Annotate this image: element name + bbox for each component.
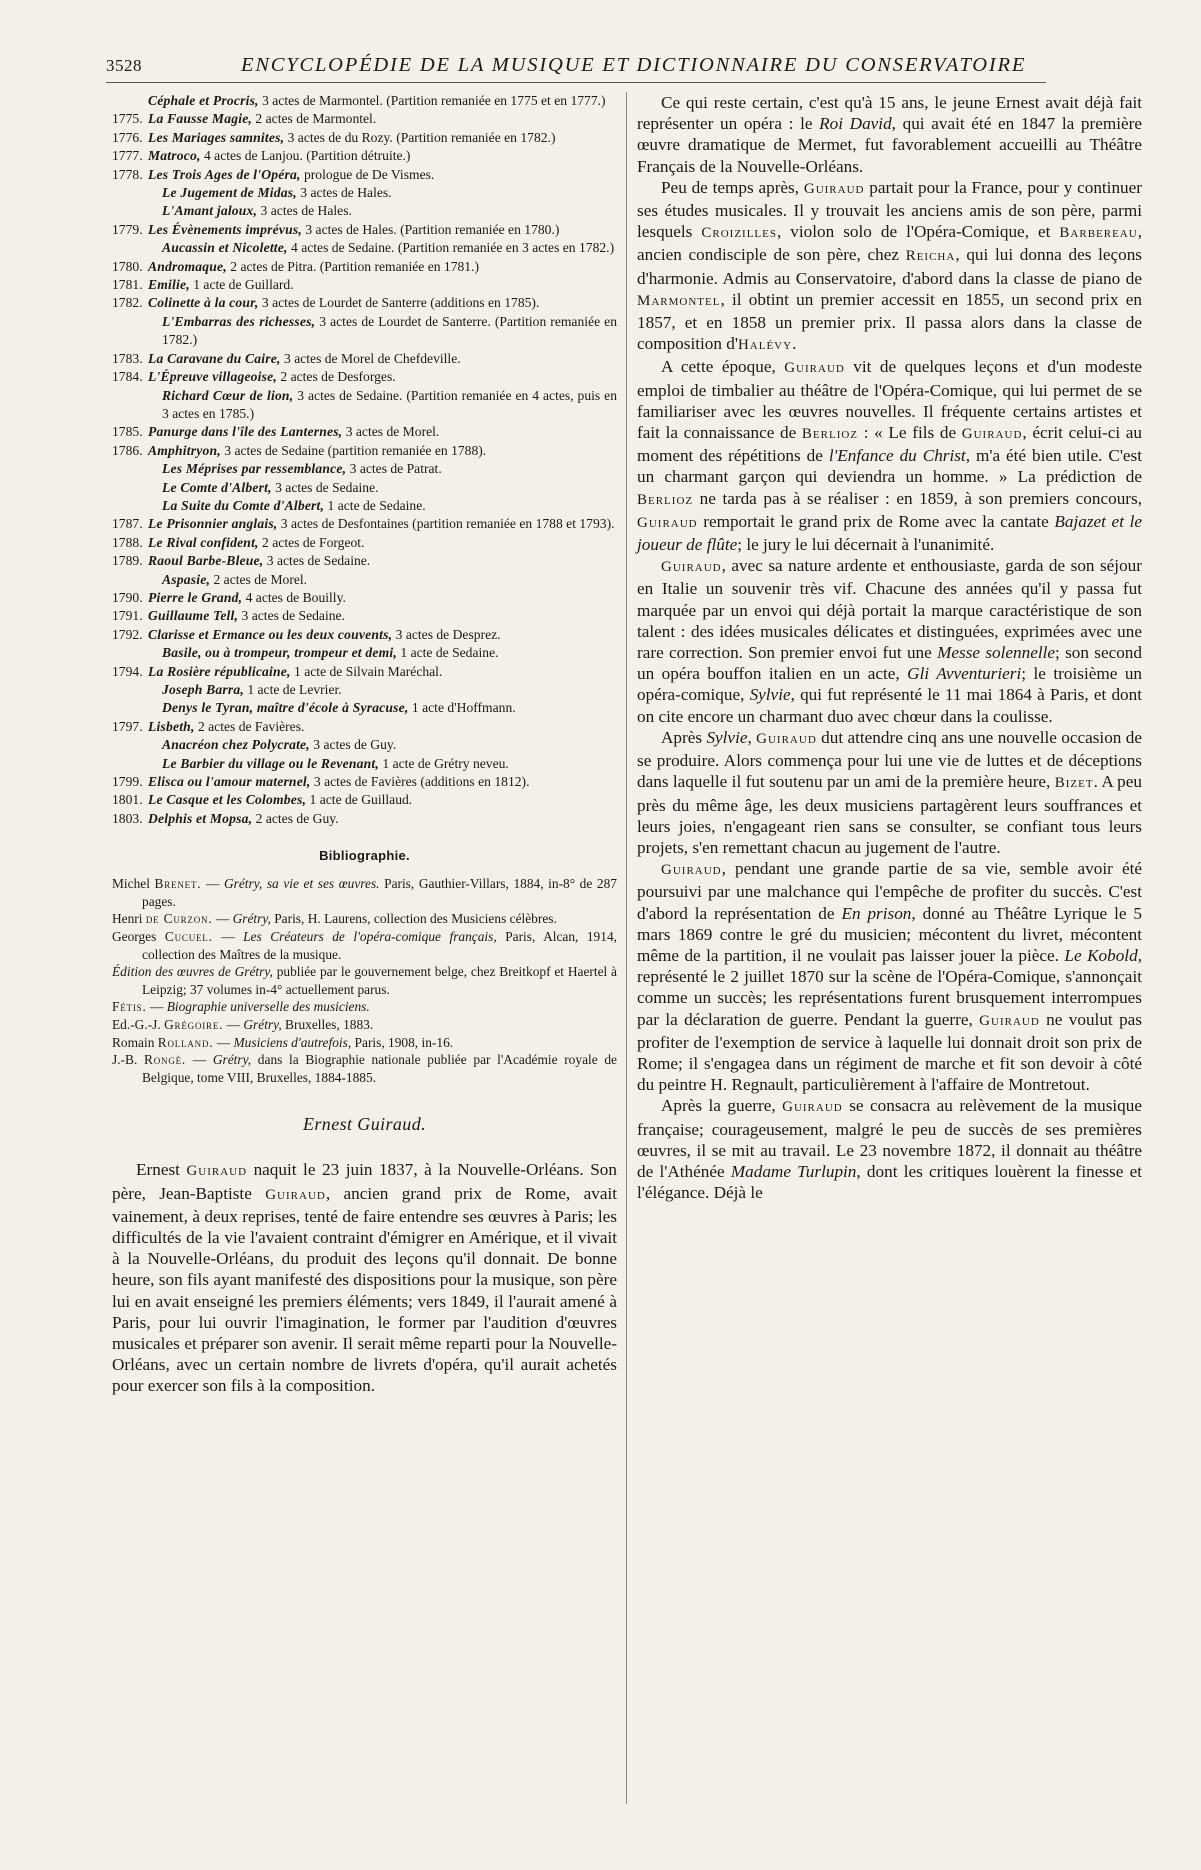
author-first: Henri [112,911,146,927]
right-column [637,92,1142,1203]
work-details: 1 acte de Guillard. [189,277,294,293]
work-details: 3 actes de Desfontaines (partition remaniée en 1788 et 1793). [277,516,615,532]
work-title: l'Enfance du Christ [828,446,966,466]
publication-info: Bruxelles, 1883. [281,1017,374,1032]
work-title: Grétry, [212,1052,252,1068]
person-name: Guiraud [186,1163,248,1180]
work-entry [112,699,617,717]
work-entry [112,589,617,607]
article-right-text [637,92,1142,1203]
article-paragraph: Après Sylvie, Guiraud dut attendre cinq ans une nouvelle occasion de se produire. Alors commença pour lui une vie de luttes et de déceptions dans laquelle il fut soutenu par un ami de la première heure, Bizet. A peu près du même âge, les deux musiciens partagèrent leurs souffrances et leurs joies, n'engageant rien sans se consulter, se confiant tous leurs projets, s'en remettant chacun au jugement de l'autre. [637,727,1142,857]
work-title: Joseph Barra, [162,682,244,697]
work-title: Lisbeth, [148,718,195,734]
work-year [112,92,148,110]
work-entry [112,276,617,294]
bibliography-item [112,875,617,910]
person-name: Berlioz [637,491,694,508]
work-details: 3 actes de Sedaine. [238,608,345,624]
work-title: Elisca ou l'amour maternel, [148,774,311,790]
article-paragraph: Ce qui reste certain, c'est qu'à 15 ans, le jeune Ernest avait déjà fait représenter un opéra : le Roi David, qui avait été en 1847 la première œuvre dramatique de Mermet, fut favorablement accueilli au Théâtre Français de la Nouvelle-Orléans. [637,93,1142,176]
work-title: Musiciens d'autrefois, [233,1034,352,1050]
person-name: Guiraud [803,180,865,197]
column-divider [626,92,627,1804]
work-entry [112,810,617,828]
work-entry [112,110,617,128]
work-year: 1775. [112,111,143,127]
work-details: 3 actes de Sedaine. (Partition remaniée en 4 actes, puis en 3 actes en 1785.) [162,387,617,421]
publication-info: Paris, Gauthier-Villars, 1884, in-8° de 287 pages. [142,876,617,909]
work-entry [112,92,617,110]
work-body [148,202,617,220]
work-body [148,736,617,754]
work-body [148,460,617,478]
work-details: 2 actes de Marmontel. [252,111,377,127]
work-entry [112,387,617,424]
bibliography-list [112,875,617,1086]
work-details: 1 acte de Silvain Maréchal. [290,663,443,679]
work-title: Grétry, sa vie et ses œuvres. [223,876,380,892]
work-entry [112,368,617,386]
work-body [148,239,617,257]
work-body [148,368,617,386]
work-title: Céphale et Procris, [148,93,259,108]
work-title: Pierre le Grand, [148,589,243,605]
work-title: La Suite du Comte d'Albert, [162,497,325,513]
work-title: Le Kobold [1064,945,1138,965]
work-year [112,644,148,662]
work-title: Sylvie [749,685,791,705]
work-body [148,442,617,460]
work-body [148,276,617,294]
work-details: 2 actes de Pitra. (Partition remaniée en 1781.) [226,258,480,274]
work-details: 2 actes de Forgeot. [258,534,365,550]
work-title: Le Rival confident, [148,534,259,550]
article-paragraph: A cette époque, Guiraud vit de quelques leçons et d'un modeste emploi de timbalier au théâtre de l'Opéra-Comique, qui lui permet de se familiariser avec les œuvres nouvelles. Il fréquente certains artistes et fait la connaissance de Berlioz : « Le fils de Guiraud, écrit celui-ci au moment des répétitions de l'Enfance du Christ, m'a été bien utile. C'est un charmant garçon qui deviendra un homme. » La prédiction de Berlioz ne tarda pas à se réaliser : en 1859, à son premiers concours, Guiraud remportait le grand prix de Rome avec la cantate Bajazet et le joueur de flûte; le jury le lui décernait à l'unanimité. [637,357,1143,555]
work-body [148,607,617,625]
author-name: Grégoire. [164,1017,224,1032]
bibliography-item [112,963,617,998]
work-body [148,387,617,424]
work-entry [112,773,617,791]
work-year: 1779. [112,221,143,237]
work-body [148,699,617,717]
work-title: Grétry, [243,1017,282,1032]
work-entry [112,571,617,589]
work-year: 1781. [112,277,143,293]
author-first: Romain [112,1034,158,1050]
work-year: 1786. [112,442,143,458]
work-title: Édition des œuvres de Grétry, [112,964,273,980]
person-name: Bizet [1054,775,1094,792]
work-body [148,663,617,681]
work-entry [112,681,617,699]
work-body [148,147,617,165]
work-details: 2 actes de Guy. [252,810,339,826]
work-title: Aspasie, [162,571,211,587]
work-title: Les Créateurs de l'opéra-comique français, [243,929,497,945]
work-year [112,571,148,589]
work-title: Matroco, [148,148,201,164]
work-details: 3 actes de Sedaine (partition remaniée en 1788). [220,442,487,458]
person-name: Reicha [905,248,956,265]
article-paragraph: Après la guerre, Guiraud se consacra au relèvement de la musique française; courageusement, malgré le peu de succès de ses premières œuvres, il se mit au travail. Le 23 novembre 1872, il donnait au théâtre de l'Athénée Madame Turlupin, dont les critiques louèrent la finesse et l'élégance. Déjà le [637,1096,1142,1203]
work-title: Les Trois Ages de l'Opéra, [148,166,301,182]
person-name: Berlioz [801,426,859,443]
work-entry [112,515,617,533]
person-name: Guiraud [961,426,1023,443]
work-year: 1794. [112,663,143,679]
work-title: Raoul Barbe-Bleue, [148,553,264,569]
work-title: Bajazet et le joueur de flûte [637,511,1142,555]
work-entry [112,607,617,625]
work-year [112,239,148,257]
author-name: Brenet. [154,876,202,892]
work-year [112,202,148,220]
article-paragraph: Guiraud, avec sa nature ardente et enthousiaste, garda de son séjour en Italie un souvenir très vif. Chacune des années qu'il y passa fut marquée par un envoi qui déjà portait la marque caractéristique de son talent : des idées musicales délicates et distinguées, exprimées avec une rare correction. Son premier envoi fut une Messe solennelle; son second un opéra bouffon italien en un acte, Gli Avventurieri; le troisième un opéra-comique, Sylvie, qui fut représenté le 11 mai 1864 à Paris, et dont on cite encore un charmant duo avec chœur dans la coulisse. [637,556,1143,726]
work-details: 3 actes de Hales. (Partition remaniée en 1780.) [301,221,560,237]
article-left-text [112,1159,617,1396]
work-body [148,755,617,773]
running-title: ENCYCLOPÉDIE DE LA MUSIQUE ET DICTIONNAIRE DU CONSERVATOIRE [241,54,1027,76]
work-title: L'Embarras des richesses, [162,313,316,329]
work-title: Clarisse et Ermance ou les deux couvents, [148,626,393,642]
work-year: 1801. [112,792,143,808]
person-name: Guiraud [756,730,817,747]
work-details: 3 actes de Lourdet de Santerre (additions en 1785). [258,295,540,311]
separator: — [213,1034,234,1050]
person-name: Guiraud [265,1186,326,1203]
person-name: Guiraud [661,559,722,576]
work-title: Le Barbier du village ou le Revenant, [162,755,379,771]
work-details: 4 actes de Sedaine. (Partition remaniée en 3 actes en 1782.) [287,240,615,256]
person-name: Guiraud [784,360,845,377]
work-body [148,129,617,147]
work-year: 1788. [112,534,143,550]
author-name: de Curzon. [145,911,213,927]
work-year: 1784. [112,369,143,385]
work-entry [112,534,617,552]
header-rule [106,82,1046,83]
work-body [148,423,617,441]
work-entry [112,239,617,257]
work-entry [112,221,617,239]
work-year: 1803. [112,810,143,826]
article-paragraph: Peu de temps après, Guiraud partait pour la France, pour y continuer ses études musicales. Il y trouvait les anciens amis de son père, parmi lesquels Croizilles, violon solo de l'Opéra-Comique, et Barbereau, ancien condisciple de son père, chez Reicha, qui lui donna des leçons d'harmonie. Admis au Conservatoire, d'abord dans la classe de piano de Marmontel, il obtint un premier accessit en 1855, un second prix en 1857, et en 1858 un premier prix. Il passa alors dans la classe de composition d'Halévy. [637,177,1142,354]
work-body [148,184,617,202]
work-details: 4 actes de Bouilly. [242,589,346,605]
person-name: Guiraud [661,862,722,879]
work-entry [112,294,617,312]
article-paragraph: Guiraud, pendant une grande partie de sa vie, semble avoir été poursuivi par une malchance qui l'empêche de profiter du succès. C'est d'abord la représentation de En prison, donné au Théâtre Lyrique le 5 mars 1869 contre le gré du musicien; mécontent du livret, mécontent même de la partition, il ne voulait pas laisser jouer la pièce. Le Kobold, représenté le 2 juillet 1870 sur la scène de l'Opéra-Comique, s'annonçait comme un succès; les représentations furent brusquement interrompues par la déclaration de guerre. Pendant la guerre, Guiraud ne voulut pas profiter de l'exemption de service à laquelle lui donnait droit son prix de Rome; il s'engagea dans un régiment de marche et fit son devoir à côté du peintre H. Regnault, particulièrement à l'affaire de Montretout. [637,859,1142,1095]
work-title: Le Casque et les Colombes, [148,792,307,808]
article-title: Ernest Guiraud. [303,1114,426,1135]
work-year [112,681,148,699]
work-entry [112,552,617,570]
work-title: Biographie universelle des musiciens. [166,999,370,1015]
work-title: Le Prisonnier anglais, [148,516,278,532]
page-header [106,56,1050,82]
work-body [148,589,617,607]
work-title: Grétry, [232,911,271,927]
person-name: Croizilles [701,225,777,242]
separator: — [223,1017,244,1032]
work-title: La Caravane du Caire, [148,350,281,366]
work-entry [112,442,617,460]
work-year: 1778. [112,166,143,182]
work-body [148,258,617,276]
work-year [112,479,148,497]
bibliography-item [112,928,617,963]
work-details: 2 actes de Favières. [194,718,305,734]
work-title: Amphitryon, [148,442,221,458]
work-title: L'Amant jaloux, [162,203,258,219]
work-title: Colinette à la cour, [148,295,259,311]
work-title: Panurge dans l'île des Lanternes, [148,424,343,440]
work-details: 3 actes de Favières (additions en 1812). [310,774,530,790]
work-body [148,681,617,699]
work-title: Sylvie [706,727,748,747]
work-entry [112,791,617,809]
work-details: 1 acte de Grétry neveu. [378,755,509,771]
work-body [148,479,617,497]
publication-info: Paris, H. Laurens, collection des Musiciens célèbres. [270,911,557,927]
work-body [148,92,617,110]
article-paragraph: Ernest Guiraud naquit le 23 juin 1837, à la Nouvelle-Orléans. Son père, Jean-Baptiste Guiraud, ancien grand prix de Rome, avait vainement, à deux reprises, tenté de faire entendre ses œuvres à Paris; les difficultés de la vie l'avaient contraint d'émigrer en Amérique, et il vivait à la Nouvelle-Orléans, du produit des leçons qu'il donnait. De bonne heure, son fils ayant manifesté des dispositions pour la musique, son père lui en avait enseigné les premiers éléments; vers 1849, il l'aurait amené à Paris, pour lui ouvrir l'imagination, le former par l'audition d'œuvres musicales et préparer son avenir. Il serait même reparti pour la Nouvelle-Orléans, avec un certain nombre de livrets d'opéra, qu'il aurait achetés pour exercer son fils à la composition. [112,1160,617,1396]
work-details: 3 actes de Sedaine. [263,553,371,569]
work-year: 1780. [112,258,143,274]
work-entry [112,166,617,184]
work-entry [112,350,617,368]
work-details: 4 actes de Lanjou. (Partition détruite.) [200,148,411,164]
author-name: Rolland. [157,1034,214,1050]
separator: — [212,911,233,927]
work-year [112,736,148,754]
work-year [112,313,148,350]
bibliography-item [112,1034,617,1052]
work-title: Roi David [819,114,892,134]
separator: — [201,876,224,892]
work-details: 3 actes de Morel. [342,424,440,440]
work-body [148,497,617,515]
work-entry [112,313,617,350]
work-details: 1 acte d'Hoffmann. [408,700,516,716]
work-year: 1782. [112,295,143,311]
work-title: Emilie, [148,277,190,293]
work-year: 1792. [112,626,143,642]
work-entry [112,147,617,165]
author-first: J.-B. [112,1052,144,1068]
work-title: Richard Cœur de lion, [162,387,294,403]
work-entry [112,644,617,662]
work-title: La Fausse Magie, [148,111,253,127]
work-year: 1791. [112,608,143,624]
separator: — [212,929,244,945]
work-title: Guillaume Tell, [148,608,239,624]
publication-info: dans la Biographie nationale publiée par l'Académie royale de Belgique, tome VIII, Bruxelles, 1884-1885. [142,1052,617,1085]
work-body [148,110,617,128]
author-first: Michel [112,876,155,892]
work-year: 1799. [112,774,143,790]
work-details: 3 actes de Desprez. [392,626,501,642]
person-name: Marmontel [637,292,721,309]
work-details: 3 actes de Guy. [309,737,397,753]
work-year: 1776. [112,129,143,145]
work-details: prologue de De Vismes. [300,166,435,182]
work-entry [112,129,617,147]
publication-info: publiée par le gouvernement belge, chez Breitkopf et Haertel à Leipzig; 37 volumes in-4° actuellement parus. [142,964,617,997]
work-title: Les Évènements imprévus, [148,221,302,237]
work-title: Les Méprises par ressemblance, [162,461,347,477]
work-entry [112,736,617,754]
work-year: 1790. [112,589,143,605]
person-name: Barbereau [1059,225,1138,242]
work-entry [112,202,617,220]
work-title: Messe solennelle [937,643,1055,663]
work-body [148,810,617,828]
work-details: 3 actes de du Rozy. (Partition remaniée en 1782.) [284,129,556,145]
work-title: L'Épreuve villageoise, [148,369,277,385]
work-details: 3 actes de Patrat. [346,461,442,477]
work-title: Basile, ou à trompeur, trompeur et demi, [162,645,397,661]
work-body [148,718,617,736]
work-title: Aucassin et Nicolette, [162,240,288,256]
work-year: 1787. [112,516,143,532]
work-body [148,515,617,533]
work-details: 3 actes de Marmontel. (Partition remaniée en 1775 et en 1777.) [258,93,606,108]
work-year [112,699,148,717]
work-details: 2 actes de Desforges. [276,369,396,385]
page-number: 3528 [106,56,142,75]
work-details: 2 actes de Morel. [210,571,308,587]
author-name: Cucuel. [164,929,213,945]
work-title: Madame Turlupin [730,1161,857,1181]
work-body [148,350,617,368]
publication-info: Paris, Alcan, 1914, collection des Maîtres de la musique. [142,929,617,962]
work-entry [112,718,617,736]
work-body [148,313,617,350]
work-year [112,497,148,515]
work-year: 1797. [112,718,143,734]
work-year: 1783. [112,350,143,366]
work-body [148,773,617,791]
work-entry [112,479,617,497]
work-body [148,294,617,312]
publication-info: Paris, 1908, in-16. [351,1034,454,1050]
work-details: 1 acte de Guillaud. [306,792,413,808]
work-year [112,460,148,478]
work-details: 1 acte de Sedaine. [396,645,499,661]
person-name: Guiraud [782,1099,843,1116]
separator: — [146,999,167,1015]
work-entry [112,258,617,276]
author-name: Rongé. [143,1052,187,1068]
work-body [148,552,617,570]
work-entry [112,626,617,644]
work-details: 3 actes de Hales. [296,185,392,201]
work-body [148,221,617,239]
bibliography-item [112,1051,617,1086]
person-name: Halévy [737,337,793,354]
work-details: 3 actes de Hales. [257,203,352,219]
work-year [112,184,148,202]
author-name: Fétis. [112,999,147,1015]
work-details: 3 actes de Lourdet de Santerre. (Partition remaniée en 1782.) [162,313,617,348]
work-body [148,644,617,662]
work-year: 1785. [112,424,143,440]
work-title: Andromaque, [148,258,227,274]
work-title: Les Mariages samnites, [148,129,285,145]
works-list [112,92,617,828]
work-title: La Rosière républicaine, [148,663,291,679]
work-body [148,571,617,589]
work-entry [112,663,617,681]
work-details: 1 acte de Sedaine. [324,497,426,513]
work-body [148,626,617,644]
work-title: Delphis et Mopsa, [148,810,253,826]
work-year: 1777. [112,148,143,164]
bibliography-heading: Bibliographie. [319,848,410,864]
work-entry [112,460,617,478]
separator: — [186,1052,213,1068]
work-details: 3 actes de Sedaine. [271,479,379,495]
work-body [148,791,617,809]
person-name: Guiraud [637,514,698,531]
person-name: Guiraud [979,1012,1040,1029]
bibliography-item [112,998,617,1016]
author-first: Georges [112,929,165,945]
work-year: 1789. [112,553,143,569]
work-title: Le Comte d'Albert, [162,479,272,495]
work-title: Denys le Tyran, maître d'école à Syracuse, [162,700,409,716]
bibliography-item [112,1016,617,1034]
work-title: Gli Avventurieri [907,664,1022,684]
work-entry [112,184,617,202]
work-title: Le Jugement de Midas, [162,185,297,201]
work-details: 1 acte de Levrier. [243,682,342,697]
work-details: 3 actes de Morel de Chefdeville. [280,350,461,366]
work-year [112,755,148,773]
work-title: En prison [841,903,912,923]
work-body [148,534,617,552]
work-entry [112,755,617,773]
author-first: Ed.-G.-J. [112,1017,165,1032]
work-year [112,387,148,424]
left-column [112,92,617,1397]
bibliography-item [112,910,617,928]
work-entry [112,423,617,441]
work-title: Anacréon chez Polycrate, [162,737,310,753]
work-body [148,166,617,184]
work-entry [112,497,617,515]
